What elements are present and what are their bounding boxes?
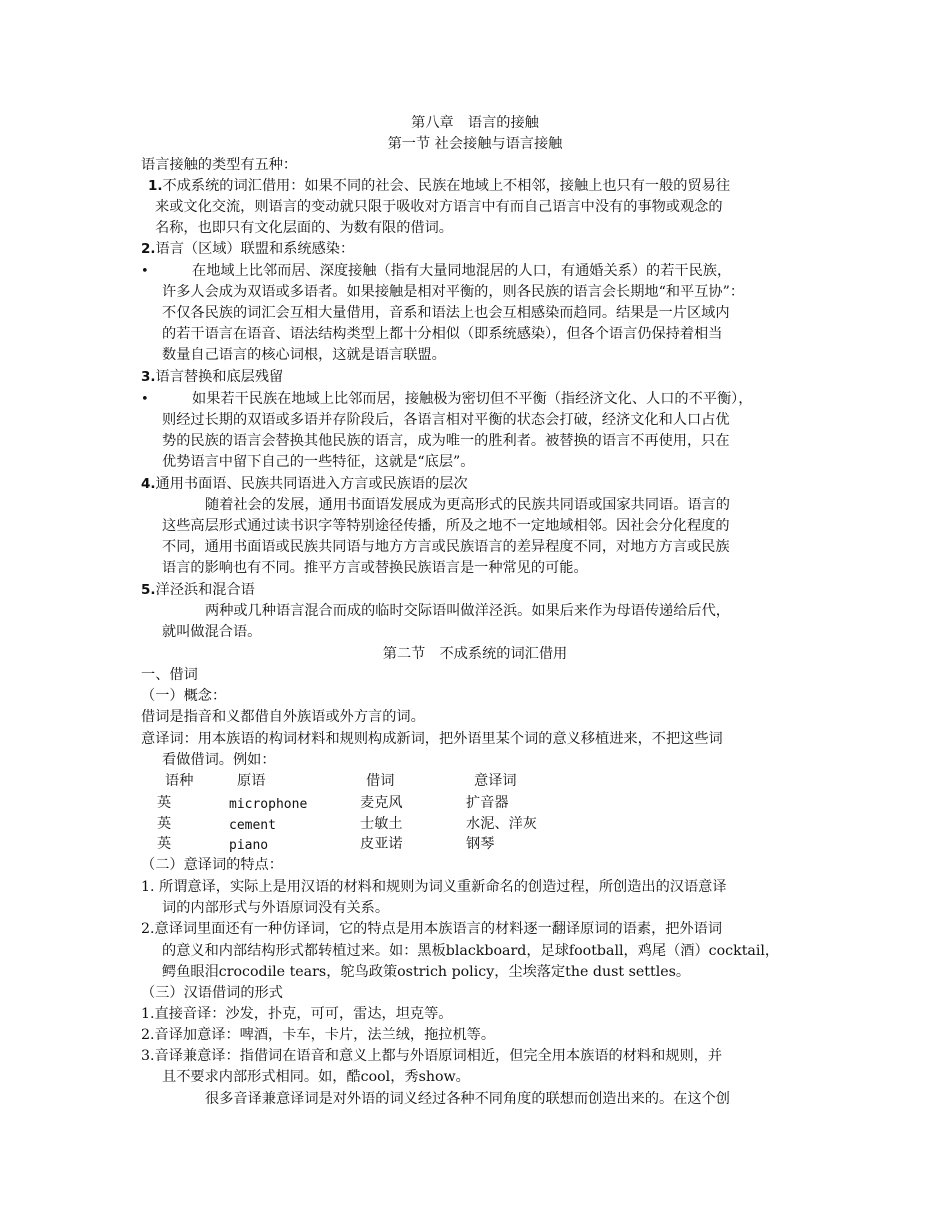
concept-heading: （一）概念： [141, 688, 227, 704]
feature2-line: 鳄鱼眼泪crocodile tears，鸵鸟政策ostrich policy，尘埃落定the dust settles。 [162, 964, 691, 980]
table-cell: 扩音器 [466, 795, 509, 811]
type3-number: 3. [141, 369, 156, 385]
type4-heading: 4.通用书面语、民族共同语进入方言或民族语的层次 [141, 476, 468, 492]
type3-text-line: 势的民族的语言会替换其他民族的语言，成为唯一的胜利者。被替换的语言不再使用，只在 [162, 433, 730, 449]
bullet-icon: • [141, 392, 149, 407]
calque-definition-line: 看做借词。例如： [162, 752, 276, 768]
type4-number: 4. [141, 476, 156, 492]
type1-text-line: 不成系统的词汇借用：如果不同的社会、民族在地域上不相邻，接触上也只有一般的贸易往 [162, 178, 731, 194]
feature2-line: 的意义和内部结构形式都转植过来。如：黑板blackboard，足球football，鸡尾（酒）cocktail， [162, 943, 780, 959]
loanword-definition: 借词是指音和义都借自外族语或外方言的词。 [141, 709, 425, 725]
form2-line: 2.音译加意译：啤酒，卡车，卡片，法兰绒，拖拉机等。 [141, 1027, 496, 1043]
section-title-2: 第二节 不成系统的词汇借用 [382, 646, 568, 662]
type3-text-line: 则经过长期的双语或多语并存阶段后，各语言相对平衡的状态会打破，经济文化和人口占优 [162, 412, 730, 428]
calque-definition-line: 意译词：用本族语的构词材料和规则构成新词，把外语里某个词的意义移植进来，不把这些词 [141, 731, 723, 747]
feature1-line: 1. 所谓意译，实际上是用汉语的材料和规则为词义重新命名的创造过程，所创造出的汉语意译 [141, 879, 727, 895]
section-title-1: 第一节 社会接触与语言接触 [387, 136, 563, 152]
bullet-icon: • [141, 264, 149, 279]
table-cell: 英 [157, 816, 172, 832]
table-cell: 皮亚诺 [360, 836, 403, 852]
features-heading: （二）意译词的特点： [141, 857, 283, 873]
table-cell: cement [229, 818, 276, 833]
part-heading: 一、借词 [141, 667, 198, 683]
type5-heading: 5.洋泾浜和混合语 [141, 582, 255, 598]
type2-text-line: 在地域上比邻而居、深度接触（指有大量同地混居的人口，有通婚关系）的若干民族， [192, 263, 732, 279]
type2-text-line: 不仅各民族的词汇会互相大量借用，音系和语法上也会互相感染而趋同。结果是一片区域内 [162, 305, 730, 321]
table-header: 语种 [165, 773, 194, 789]
last-paragraph-line: 很多音译兼意译词是对外语的词义经过各种不同角度的联想而创造出来的。在这个创 [205, 1091, 730, 1107]
type2-text-line: 数量自己语言的核心词根，这就是语言联盟。 [162, 347, 446, 363]
table-header: 原语 [237, 773, 266, 789]
form3-line: 且不要求内部形式相同。如，酷cool，秀show。 [162, 1069, 470, 1085]
type1-text-line: 名称，也即只有文化层面的、为数有限的借词。 [155, 220, 453, 236]
table-cell: 水泥、洋灰 [466, 816, 537, 832]
chapter-title: 第八章 语言的接触 [411, 115, 539, 131]
table-cell: piano [229, 838, 269, 853]
type2-number: 2. [141, 241, 156, 257]
type4-text-line: 这些高层形式通过读书识字等特别途径传播，所及之地不一定地域相邻。因社会分化程度的 [162, 518, 730, 534]
feature2-line: 2.意译词里面还有一种仿译词，它的特点是用本族语言的材料逐一翻译原词的语素，把外语词 [141, 921, 723, 937]
table-cell: 钢琴 [466, 836, 495, 852]
type2-text-line: 许多人会成为双语或多语者。如果接触是相对平衡的，则各民族的语言会长期地“和平互协”： [162, 284, 745, 300]
type1-number: 1. [148, 178, 163, 194]
type5-text-line: 就叫做混合语。 [162, 624, 262, 640]
type3-text-line: 优势语言中留下自己的一些特征，这就是“底层”。 [162, 454, 475, 470]
table-cell: microphone [229, 797, 308, 812]
type1-text-line: 来或文化交流，则语言的变动就只限于吸收对方语言中有而自己语言中没有的事物或观念的 [155, 199, 723, 215]
feature1-line: 词的内部形式与外语原词没有关系。 [162, 900, 390, 916]
table-cell: 英 [157, 795, 172, 811]
type2-heading: 2.语言（区域）联盟和系统感染： [141, 241, 355, 257]
type1-first-line [148, 176, 730, 197]
table-cell: 麦克风 [360, 795, 403, 811]
form3-line: 3.音译兼意译：指借词在语音和意义上都与外语原词相近，但完全用本族语的材料和规则，并 [141, 1048, 723, 1064]
table-cell: 英 [157, 836, 172, 852]
intro-line: 语言接触的类型有五种： [141, 157, 298, 173]
type5-number: 5. [141, 582, 156, 598]
type4-text-line: 不同，通用书面语或民族共同语与地方方言或民族语言的差异程度不同，对地方方言或民族 [162, 539, 730, 555]
table-header: 借词 [366, 773, 395, 789]
type4-text-line: 随着社会的发展，通用书面语发展成为更高形式的民族共同语或国家共同语。语言的 [205, 497, 730, 513]
type2-text-line: 的若干语言在语音、语法结构类型上都十分相似（即系统感染），但各个语言仍保持着相当 [162, 326, 723, 342]
table-cell: 士敏土 [360, 816, 403, 832]
type3-heading: 3.语言替换和底层残留 [141, 369, 284, 385]
type4-text-line: 语言的影响也有不同。推平方言或替换民族语言是一种常见的可能。 [162, 560, 588, 576]
type5-text-line: 两种或几种语言混合而成的临时交际语叫做洋泾浜。如果后来作为母语传递给后代， [205, 603, 730, 619]
type3-text-line: 如果若干民族在地域上比邻而居，接触极为密切但不平衡（指经济文化、人口的不平衡）， [192, 391, 753, 407]
forms-heading: （三）汉语借词的形式 [141, 985, 283, 1001]
table-header: 意译词 [474, 773, 517, 789]
form1-line: 1.直接音译：沙发，扑克，可可，雷达，坦克等。 [141, 1006, 453, 1022]
